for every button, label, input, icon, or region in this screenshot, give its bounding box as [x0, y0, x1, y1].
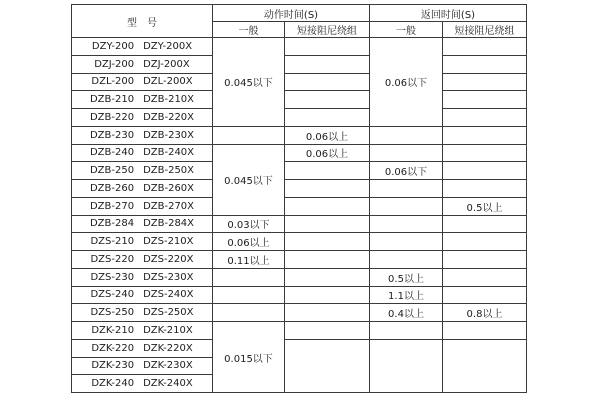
- model-text: DZB-220: [89, 111, 135, 123]
- cell-act_short_damping: [285, 339, 370, 392]
- action-general-header: 一般: [213, 22, 285, 38]
- cell-ret_general: 0.5以上: [370, 268, 443, 286]
- model-text: DZB-284X: [143, 218, 195, 230]
- model-pair: [72, 307, 212, 318]
- model-cell: [72, 126, 213, 144]
- cell-ret_short_damping: [443, 251, 527, 269]
- table-row: [72, 339, 527, 357]
- model-text: DZB-240X: [143, 147, 195, 159]
- spec-table: [71, 4, 527, 393]
- model-cell: [72, 339, 213, 357]
- cell-ret_short_damping: [443, 73, 527, 91]
- cell-act_short_damping: [285, 73, 370, 91]
- model-cell: [72, 215, 213, 233]
- cell-act_short_damping: [285, 197, 370, 215]
- model-text: DZK-220: [91, 342, 135, 354]
- model-pair: [72, 254, 212, 265]
- cell-ret_short_damping: [443, 322, 527, 340]
- model-text: DZL-200X: [143, 76, 193, 88]
- model-text: DZJ-200: [94, 58, 135, 70]
- model-cell: [72, 144, 213, 162]
- model-text: DZS-250X: [143, 307, 194, 319]
- cell-act_short_damping: [285, 215, 370, 233]
- cell-ret_general: 0.4以上: [370, 304, 443, 322]
- cell-ret_general: [370, 197, 443, 215]
- model-cell: [72, 73, 213, 91]
- cell-ret_general: 1.1以上: [370, 286, 443, 304]
- model-cell: [72, 38, 213, 56]
- cell-act_short_damping: [285, 233, 370, 251]
- action-time-header: 动作时间(S): [213, 5, 370, 22]
- cell-act_general: 0.045以下: [213, 38, 285, 127]
- model-cell: [72, 91, 213, 109]
- table-row: [72, 286, 527, 304]
- cell-act_general: 0.015以下: [213, 322, 285, 393]
- model-pair: [72, 76, 212, 87]
- cell-ret_short_damping: [443, 144, 527, 162]
- model-pair: [72, 183, 212, 194]
- cell-ret_short_damping: [443, 286, 527, 304]
- model-pair: [72, 289, 212, 300]
- cell-act_general: 0.11以上: [213, 251, 285, 269]
- cell-act_short_damping: [285, 55, 370, 73]
- table-row: [72, 304, 527, 322]
- table-header: [72, 5, 527, 38]
- table-row: [72, 91, 527, 109]
- cell-ret_short_damping: [443, 339, 527, 392]
- cell-act_short_damping: [285, 251, 370, 269]
- cell-ret_short_damping: 0.5以上: [443, 197, 527, 215]
- model-text: DZY-200X: [143, 40, 193, 52]
- cell-ret_short_damping: [443, 215, 527, 233]
- model-cell: [72, 180, 213, 198]
- cell-act_general: 0.03以下: [213, 215, 285, 233]
- cell-act_short_damping: [285, 322, 370, 340]
- model-text: DZB-230X: [143, 129, 195, 141]
- cell-ret_general: [370, 126, 443, 144]
- cell-act_short_damping: [285, 180, 370, 198]
- cell-act_general: [213, 304, 285, 322]
- model-column-header: 型 号: [72, 5, 213, 38]
- cell-ret_short_damping: [443, 180, 527, 198]
- model-text: DZK-210X: [143, 324, 193, 336]
- model-pair: [72, 201, 212, 212]
- model-text: DZS-220: [90, 253, 135, 265]
- model-text: DZB-270X: [143, 200, 195, 212]
- model-pair: [72, 325, 212, 336]
- table-row: [72, 126, 527, 144]
- table-body: [72, 38, 527, 393]
- table-row: [72, 268, 527, 286]
- return-damping-header: 短接阻尼绕组: [443, 22, 527, 38]
- model-text: DZB-210X: [143, 94, 195, 106]
- model-text: DZS-210: [90, 236, 135, 248]
- header-row-1: [72, 5, 527, 22]
- table-row: [72, 144, 527, 162]
- model-text: DZB-210: [89, 94, 135, 106]
- table-row: [72, 233, 527, 251]
- model-text: DZS-240X: [143, 289, 194, 301]
- cell-act_general: 0.06以上: [213, 233, 285, 251]
- table-row: [72, 215, 527, 233]
- model-text: DZB-250X: [143, 165, 195, 177]
- model-text: DZB-284: [89, 218, 135, 230]
- model-cell: [72, 286, 213, 304]
- model-text: DZS-230X: [143, 271, 194, 283]
- model-cell: [72, 268, 213, 286]
- cell-ret_general: [370, 339, 443, 392]
- table-row: [72, 162, 527, 180]
- cell-ret_general: [370, 215, 443, 233]
- return-time-header: 返回时间(S): [370, 5, 527, 22]
- cell-ret_general: [370, 251, 443, 269]
- table-row: [72, 73, 527, 91]
- cell-ret_general: 0.06以下: [370, 38, 443, 127]
- cell-ret_general: 0.06以下: [370, 162, 443, 180]
- cell-act_general: [213, 268, 285, 286]
- model-text: DZB-220X: [143, 111, 195, 123]
- model-text: DZK-240X: [143, 378, 193, 390]
- model-pair: [72, 360, 212, 371]
- model-text: DZK-240: [91, 378, 135, 390]
- model-cell: [72, 375, 213, 393]
- cell-ret_general: [370, 144, 443, 162]
- model-pair: [72, 59, 212, 70]
- model-cell: [72, 197, 213, 215]
- cell-act_short_damping: 0.06以上: [285, 144, 370, 162]
- model-cell: [72, 162, 213, 180]
- model-text: DZB-240: [89, 147, 135, 159]
- model-text: DZK-230: [91, 360, 135, 372]
- model-text: DZB-260: [89, 182, 135, 194]
- model-text: DZJ-200X: [143, 58, 190, 70]
- model-pair: [72, 112, 212, 123]
- table-row: [72, 322, 527, 340]
- cell-ret_general: [370, 322, 443, 340]
- action-damping-header: 短接阻尼绕组: [285, 22, 370, 38]
- model-text: DZS-220X: [143, 253, 194, 265]
- model-cell: [72, 251, 213, 269]
- model-text: DZB-270: [89, 200, 135, 212]
- model-pair: [72, 236, 212, 247]
- cell-ret_short_damping: [443, 109, 527, 127]
- model-cell: [72, 304, 213, 322]
- model-cell: [72, 357, 213, 375]
- model-pair: [72, 343, 212, 354]
- model-pair: [72, 147, 212, 158]
- model-text: DZS-210X: [143, 236, 194, 248]
- model-cell: [72, 233, 213, 251]
- return-general-header: 一般: [370, 22, 443, 38]
- model-text: DZB-250: [89, 165, 135, 177]
- cell-ret_short_damping: [443, 268, 527, 286]
- table-row: [72, 109, 527, 127]
- cell-ret_general: [370, 233, 443, 251]
- cell-act_short_damping: [285, 286, 370, 304]
- cell-act_general: [213, 126, 285, 144]
- model-cell: [72, 55, 213, 73]
- cell-act_short_damping: 0.06以上: [285, 126, 370, 144]
- cell-act_general: 0.045以下: [213, 144, 285, 215]
- model-pair: [72, 130, 212, 141]
- model-text: DZK-230X: [143, 360, 193, 372]
- model-pair: [72, 218, 212, 229]
- model-pair: [72, 378, 212, 389]
- cell-ret_short_damping: 0.8以上: [443, 304, 527, 322]
- model-text: DZB-230: [89, 129, 135, 141]
- cell-act_short_damping: [285, 162, 370, 180]
- cell-act_general: [213, 286, 285, 304]
- model-text: DZK-210: [91, 324, 135, 336]
- model-pair: [72, 41, 212, 52]
- cell-act_short_damping: [285, 91, 370, 109]
- table-row: [72, 197, 527, 215]
- cell-ret_short_damping: [443, 233, 527, 251]
- cell-act_short_damping: [285, 268, 370, 286]
- model-pair: [72, 94, 212, 105]
- cell-ret_short_damping: [443, 91, 527, 109]
- cell-act_short_damping: [285, 38, 370, 56]
- cell-ret_general: [370, 180, 443, 198]
- model-text: DZS-250: [90, 307, 135, 319]
- cell-ret_short_damping: [443, 55, 527, 73]
- model-text: DZB-260X: [143, 182, 195, 194]
- cell-act_short_damping: [285, 109, 370, 127]
- model-text: DZY-200: [91, 40, 135, 52]
- cell-ret_short_damping: [443, 38, 527, 56]
- model-text: DZL-200: [91, 76, 135, 88]
- table-row: [72, 55, 527, 73]
- model-cell: [72, 322, 213, 340]
- model-pair: [72, 272, 212, 283]
- cell-ret_short_damping: [443, 126, 527, 144]
- cell-act_short_damping: [285, 304, 370, 322]
- model-text: DZS-240: [90, 289, 135, 301]
- table-row: [72, 180, 527, 198]
- model-pair: [72, 165, 212, 176]
- model-cell: [72, 109, 213, 127]
- model-text: DZK-220X: [143, 342, 193, 354]
- model-text: DZS-230: [90, 271, 135, 283]
- cell-ret_short_damping: [443, 162, 527, 180]
- table-row: [72, 38, 527, 56]
- table-row: [72, 251, 527, 269]
